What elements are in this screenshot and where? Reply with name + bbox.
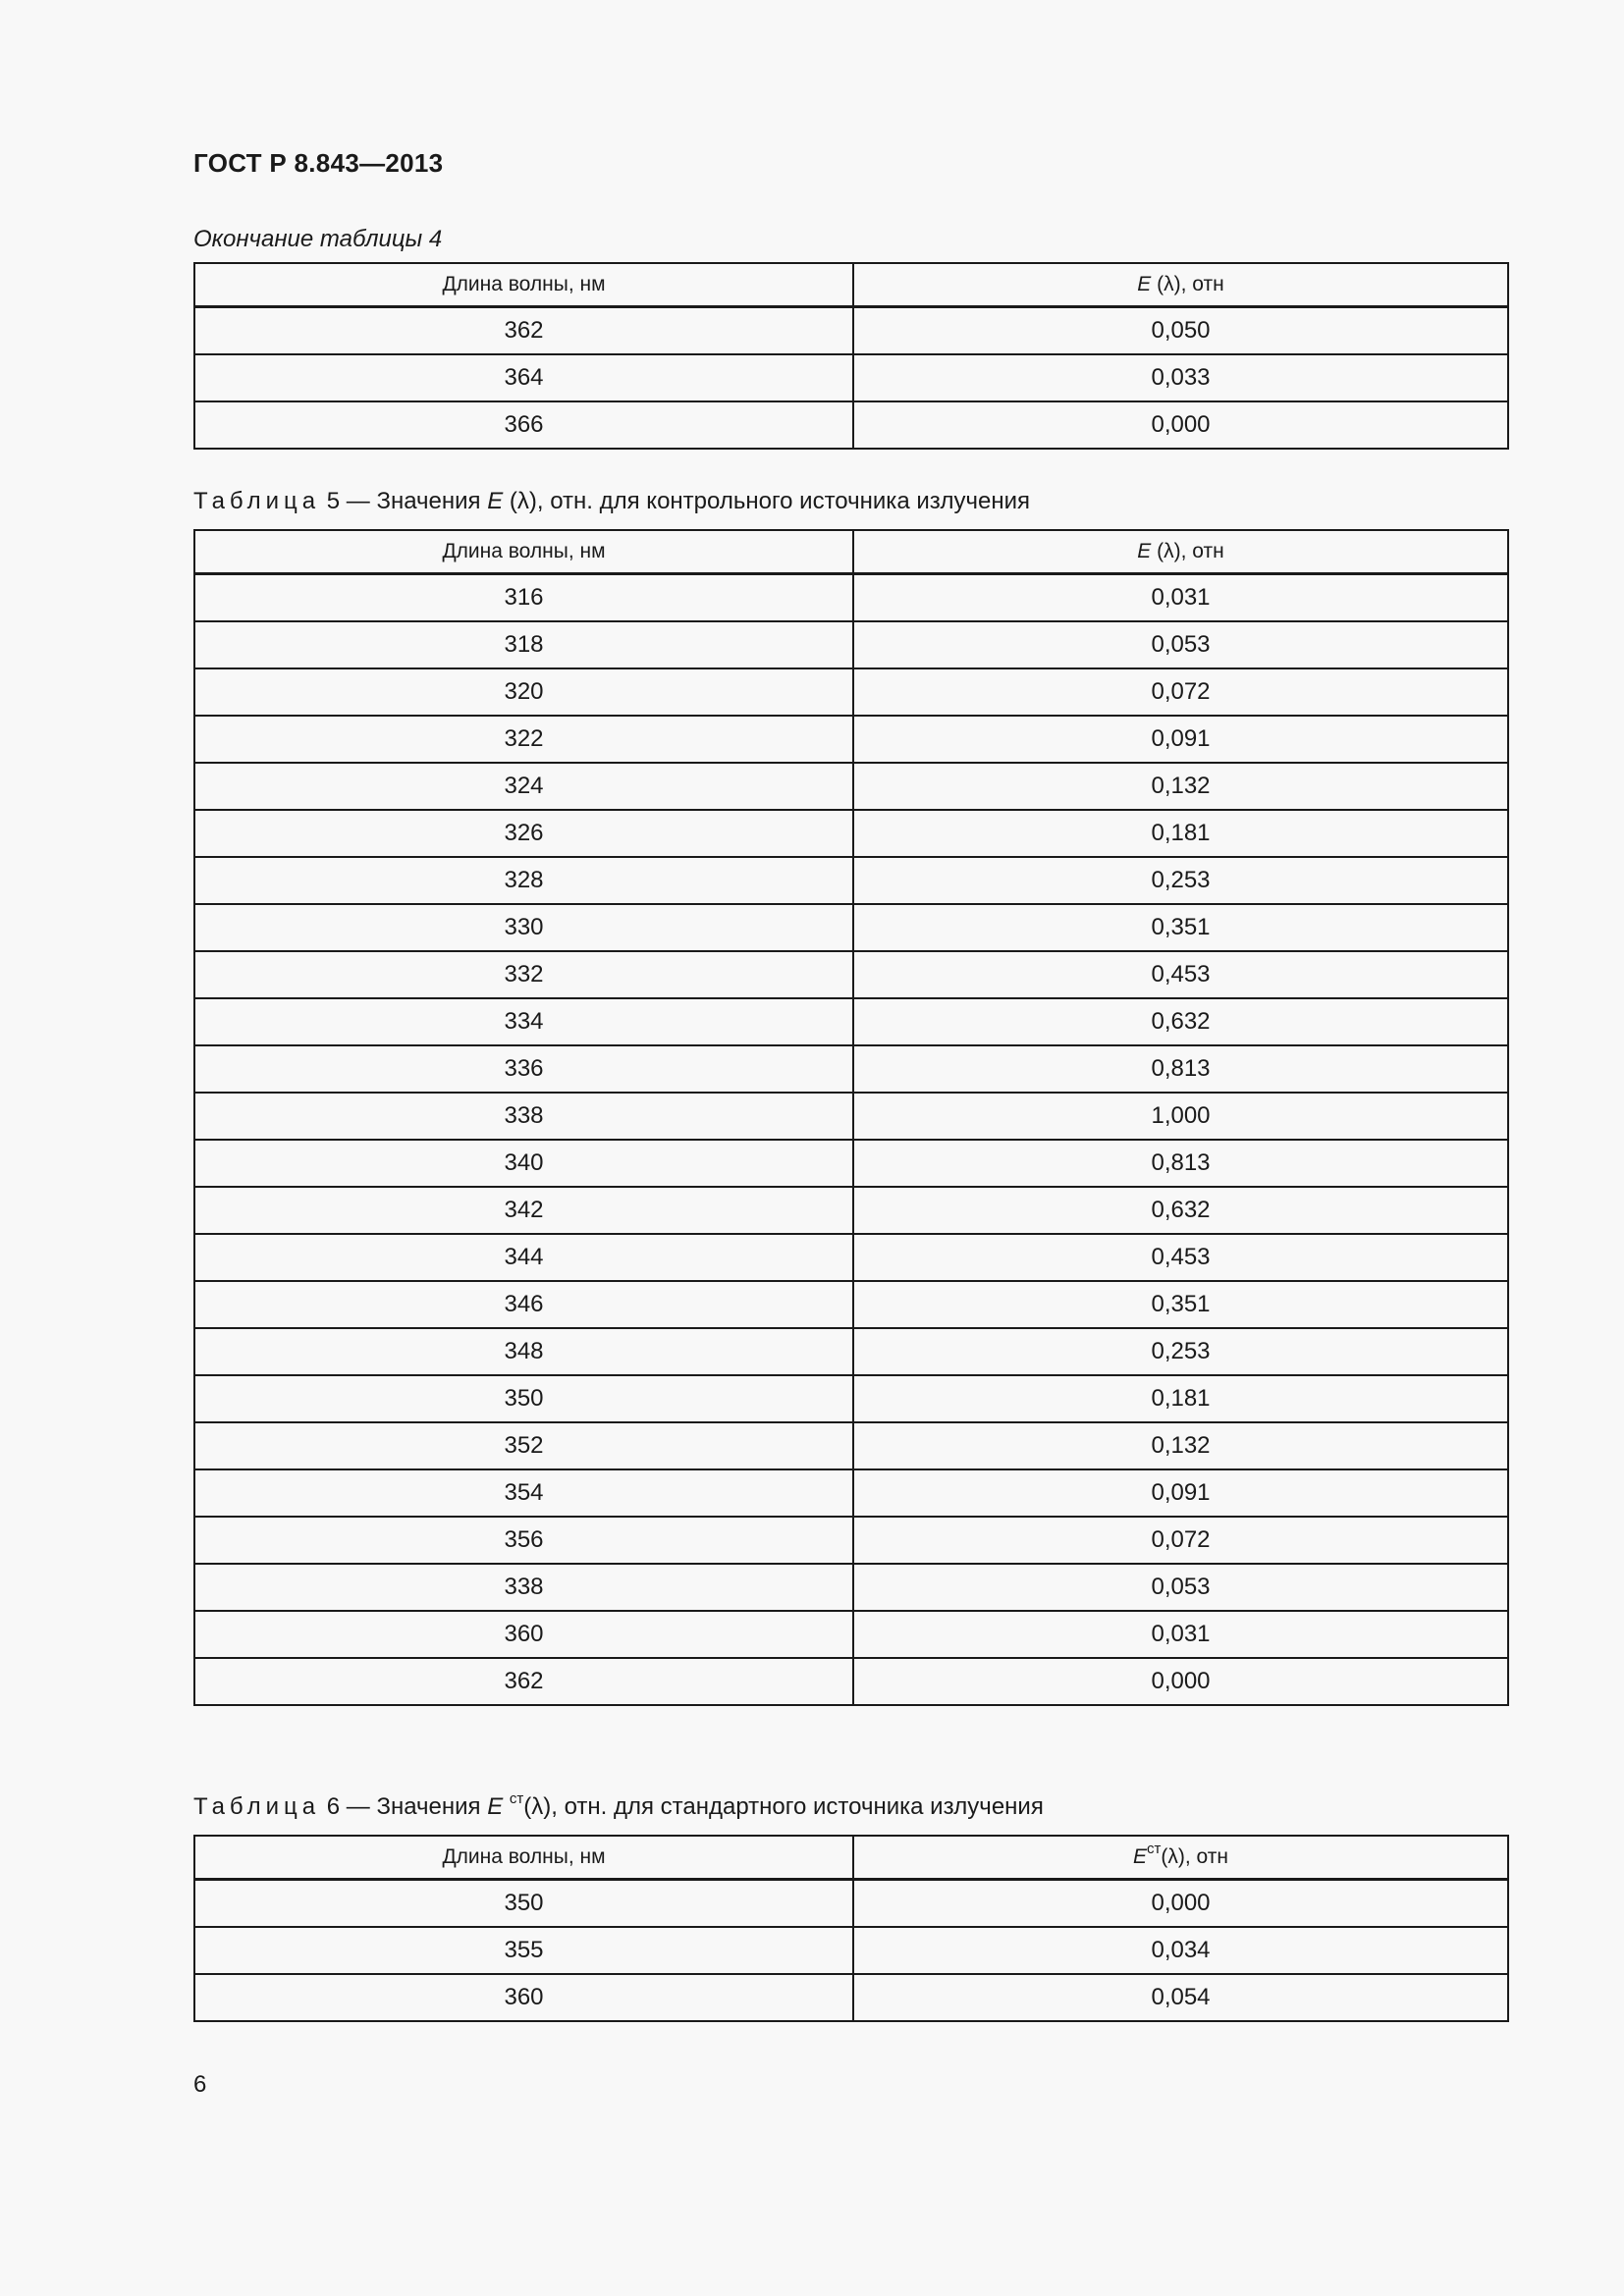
symbol-e: E (1137, 273, 1152, 295)
column-header-value (853, 263, 1508, 307)
cell-value: 0,813 (853, 1045, 1508, 1093)
column-header-value (853, 530, 1508, 574)
header-rest: (λ), отн (1151, 273, 1224, 295)
cell-value: 0,453 (853, 951, 1508, 998)
cell-value: 0,632 (853, 998, 1508, 1045)
table-header-row (194, 263, 1508, 307)
table-row (194, 1187, 1508, 1234)
table-row (194, 1045, 1508, 1093)
cell-wavelength: 362 (194, 1658, 853, 1705)
table-row (194, 1140, 1508, 1187)
cell-value: 0,033 (853, 354, 1508, 401)
page-number: 6 (193, 2071, 207, 2098)
cell-value: 0,000 (853, 1880, 1508, 1928)
table-row (194, 1880, 1508, 1928)
cell-value: 0,031 (853, 574, 1508, 622)
table5-caption (193, 488, 1030, 515)
table-row (194, 998, 1508, 1045)
table-row (194, 763, 1508, 810)
cell-wavelength: 336 (194, 1045, 853, 1093)
cell-wavelength: 346 (194, 1281, 853, 1328)
cell-wavelength: 355 (194, 1927, 853, 1974)
cell-wavelength: 316 (194, 574, 853, 622)
superscript-st: ст (1147, 1841, 1162, 1857)
cell-wavelength: 364 (194, 354, 853, 401)
cell-wavelength: 350 (194, 1880, 853, 1928)
symbol-e: E (1137, 540, 1152, 562)
table-row (194, 857, 1508, 904)
cell-value: 0,253 (853, 857, 1508, 904)
header-rest: (λ), отн (1151, 540, 1224, 562)
table-row (194, 904, 1508, 951)
cell-wavelength: 356 (194, 1517, 853, 1564)
table-row (194, 810, 1508, 857)
cell-value: 1,000 (853, 1093, 1508, 1140)
cell-value: 0,132 (853, 763, 1508, 810)
cell-wavelength: 342 (194, 1187, 853, 1234)
table-row (194, 574, 1508, 622)
column-header-wavelength: Длина волны, нм (194, 1836, 853, 1880)
cell-wavelength: 360 (194, 1974, 853, 2021)
caption-word: Таблица (193, 488, 321, 514)
cell-wavelength: 344 (194, 1234, 853, 1281)
table-header-row (194, 1836, 1508, 1880)
cell-wavelength: 320 (194, 668, 853, 716)
table-row (194, 1974, 1508, 2021)
cell-value: 0,053 (853, 621, 1508, 668)
cell-wavelength: 360 (194, 1611, 853, 1658)
document-header: ГОСТ Р 8.843—2013 (193, 148, 444, 178)
column-header-wavelength: Длина волны, нм (194, 530, 853, 574)
table4-continuation-caption: Окончание таблицы 4 (193, 226, 443, 252)
cell-wavelength: 340 (194, 1140, 853, 1187)
table-row (194, 951, 1508, 998)
symbol-e: E (487, 488, 504, 514)
cell-value: 0,181 (853, 1375, 1508, 1422)
column-header-wavelength: Длина волны, нм (194, 263, 853, 307)
cell-value: 0,091 (853, 716, 1508, 763)
cell-wavelength: 326 (194, 810, 853, 857)
caption-number: 5 — Значения (320, 488, 488, 514)
cell-wavelength: 366 (194, 401, 853, 449)
caption-rest: (λ), отн. для контрольного источника излучения (503, 488, 1030, 514)
table-row (194, 1093, 1508, 1140)
table-row (194, 1611, 1508, 1658)
cell-value: 0,050 (853, 307, 1508, 355)
table-row (194, 1469, 1508, 1517)
table-row (194, 1927, 1508, 1974)
table-row (194, 1375, 1508, 1422)
cell-wavelength: 330 (194, 904, 853, 951)
table-header-row (194, 530, 1508, 574)
table-row (194, 307, 1508, 355)
cell-value: 0,132 (853, 1422, 1508, 1469)
cell-wavelength: 318 (194, 621, 853, 668)
table-row (194, 354, 1508, 401)
cell-wavelength: 348 (194, 1328, 853, 1375)
cell-wavelength: 328 (194, 857, 853, 904)
cell-value: 0,181 (853, 810, 1508, 857)
cell-value: 0,632 (853, 1187, 1508, 1234)
cell-wavelength: 332 (194, 951, 853, 998)
table-row (194, 1517, 1508, 1564)
cell-value: 0,072 (853, 1517, 1508, 1564)
symbol-e: E (1133, 1845, 1148, 1868)
cell-value: 0,813 (853, 1140, 1508, 1187)
cell-wavelength: 350 (194, 1375, 853, 1422)
table-row (194, 668, 1508, 716)
table-row (194, 1328, 1508, 1375)
caption-number: 6 — Значения (320, 1793, 488, 1820)
cell-wavelength: 354 (194, 1469, 853, 1517)
column-header-value (853, 1836, 1508, 1880)
table-5 (193, 529, 1509, 1706)
cell-wavelength: 322 (194, 716, 853, 763)
table6-caption (193, 1790, 1044, 1821)
caption-rest: (λ), отн. для стандартного источника излучения (523, 1793, 1044, 1820)
cell-value: 0,031 (853, 1611, 1508, 1658)
table-row (194, 401, 1508, 449)
cell-value: 0,091 (853, 1469, 1508, 1517)
cell-wavelength: 338 (194, 1564, 853, 1611)
table-4-end (193, 262, 1509, 450)
cell-wavelength: 352 (194, 1422, 853, 1469)
cell-wavelength: 324 (194, 763, 853, 810)
cell-value: 0,000 (853, 1658, 1508, 1705)
cell-value: 0,000 (853, 401, 1508, 449)
superscript-st: ст (509, 1790, 524, 1807)
table-row (194, 1564, 1508, 1611)
cell-value: 0,034 (853, 1927, 1508, 1974)
cell-value: 0,053 (853, 1564, 1508, 1611)
cell-value: 0,453 (853, 1234, 1508, 1281)
table-row (194, 1234, 1508, 1281)
table-row (194, 1658, 1508, 1705)
table-row (194, 621, 1508, 668)
caption-word: Таблица (193, 1793, 321, 1820)
cell-wavelength: 338 (194, 1093, 853, 1140)
cell-wavelength: 362 (194, 307, 853, 355)
symbol-e: E (487, 1793, 510, 1820)
cell-value: 0,351 (853, 1281, 1508, 1328)
cell-value: 0,072 (853, 668, 1508, 716)
header-rest: (λ), отн (1161, 1845, 1228, 1868)
table-row (194, 1281, 1508, 1328)
cell-value: 0,351 (853, 904, 1508, 951)
table-6 (193, 1835, 1509, 2022)
cell-value: 0,253 (853, 1328, 1508, 1375)
table-row (194, 716, 1508, 763)
cell-wavelength: 334 (194, 998, 853, 1045)
cell-value: 0,054 (853, 1974, 1508, 2021)
table-row (194, 1422, 1508, 1469)
